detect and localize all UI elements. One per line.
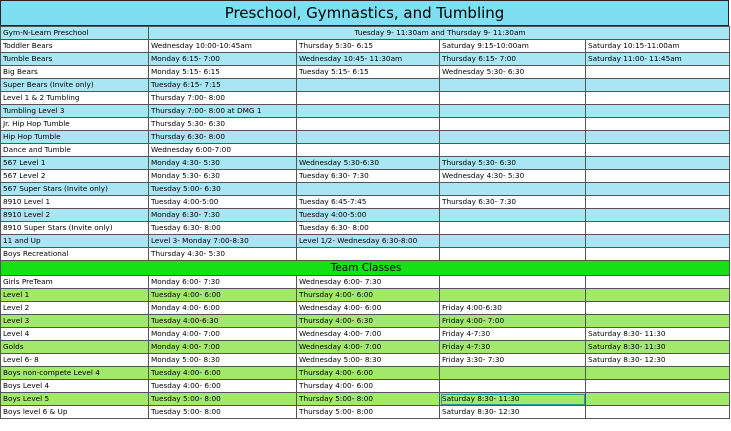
class-name-cell[interactable]: Tumble Bears (1, 53, 149, 66)
schedule-cell[interactable]: Friday 3:30- 7:30 (440, 354, 586, 367)
schedule-cell[interactable]: Wednesday 4:00- 7:00 (297, 341, 440, 354)
schedule-row (1, 248, 730, 261)
schedule-cell[interactable] (586, 222, 730, 235)
class-name-cell[interactable]: Level 1 & 2 Tumbling (1, 92, 149, 105)
schedule-cell[interactable]: Friday 4-7:30 (440, 328, 586, 341)
schedule-cell[interactable]: Tuesday 5:15- 6:15 (297, 66, 440, 79)
schedule-row (1, 27, 730, 40)
schedule-cell[interactable] (440, 248, 586, 261)
class-name-cell[interactable]: 567 Level 2 (1, 170, 149, 183)
schedule-cell[interactable] (586, 196, 730, 209)
sheet-title[interactable]: Preschool, Gymnastics, and Tumbling (0, 0, 729, 26)
schedule-cell[interactable] (586, 66, 730, 79)
schedule-cell[interactable] (586, 367, 730, 380)
schedule-row (1, 196, 730, 209)
schedule-cell[interactable] (440, 92, 586, 105)
schedule-cell[interactable] (440, 79, 586, 92)
schedule-row (1, 235, 730, 248)
schedule-cell[interactable] (586, 302, 730, 315)
schedule-cell[interactable] (586, 118, 730, 131)
schedule-row (1, 40, 730, 53)
class-name-cell[interactable]: Big Bears (1, 66, 149, 79)
schedule-cell[interactable]: Monday 6:30- 7:30 (149, 209, 297, 222)
schedule-cell[interactable]: Tuesday 4:00-5:00 (297, 209, 440, 222)
schedule-cell[interactable] (586, 248, 730, 261)
class-name-cell[interactable]: Boys Recreational (1, 248, 149, 261)
schedule-row (1, 105, 730, 118)
schedule-cell[interactable]: Thursday 4:00- 6:00 (297, 367, 440, 380)
schedule-cell[interactable]: Tuesday 4:00- 6:00 (149, 380, 297, 393)
schedule-row (1, 144, 730, 157)
schedule-cell[interactable]: Tuesday 4:00- 6:00 (149, 367, 297, 380)
schedule-cell[interactable]: Thursday 5:00- 8:00 (297, 393, 440, 406)
class-name-cell[interactable]: Hip Hop Tumble (1, 131, 149, 144)
schedule-cell[interactable] (586, 144, 730, 157)
schedule-cell[interactable]: Monday 4:00- 7:00 (149, 341, 297, 354)
schedule-cell[interactable]: Wednesday 10:00-10:45am (149, 40, 297, 53)
schedule-cell[interactable]: Thursday 4:00- 6:30 (297, 315, 440, 328)
schedule-cell[interactable]: Friday 4:00-6:30 (440, 302, 586, 315)
schedule-cell[interactable] (297, 248, 440, 261)
schedule-row (1, 131, 730, 144)
section-title[interactable]: Team Classes (1, 261, 730, 276)
class-name-cell[interactable]: Toddler Bears (1, 40, 149, 53)
schedule-cell[interactable]: Thursday 6:15- 7:00 (440, 53, 586, 66)
schedule-cell[interactable]: Monday 4:00- 7:00 (149, 328, 297, 341)
schedule-cell[interactable]: Thursday 5:00- 8:00 (297, 406, 440, 419)
schedule-cell[interactable] (586, 92, 730, 105)
schedule-row (1, 341, 730, 354)
schedule-row (1, 66, 730, 79)
schedule-cell[interactable]: Monday 4:30- 5:30 (149, 157, 297, 170)
schedule-cell[interactable] (586, 157, 730, 170)
class-name-cell[interactable]: 8910 Super Stars (Invite only) (1, 222, 149, 235)
schedule-cell[interactable] (297, 118, 440, 131)
schedule-cell[interactable]: Saturday 9:15-10:00am (440, 40, 586, 53)
schedule-cell[interactable]: Thursday 4:30- 5:30 (149, 248, 297, 261)
schedule-row (1, 328, 730, 341)
schedule-cell[interactable] (297, 144, 440, 157)
schedule-cell[interactable]: Monday 5:30- 6:30 (149, 170, 297, 183)
schedule-cell[interactable]: Monday 6:15- 7:00 (149, 53, 297, 66)
schedule-cell[interactable]: Level 1/2- Wednesday 6:30-8:00 (297, 235, 440, 248)
schedule-cell[interactable] (586, 276, 730, 289)
class-name-cell[interactable]: Gym-N-Learn Preschool (1, 27, 149, 40)
schedule-cell[interactable]: Tuesday 6:45-7:45 (297, 196, 440, 209)
schedule-cell[interactable] (440, 380, 586, 393)
schedule-row (1, 380, 730, 393)
schedule-cell[interactable]: Tuesday 5:00- 8:00 (149, 406, 297, 419)
class-name-cell[interactable]: Level 2 (1, 302, 149, 315)
schedule-cell[interactable] (440, 276, 586, 289)
class-name-cell[interactable]: Super Bears (Invite only) (1, 79, 149, 92)
schedule-cell[interactable] (440, 118, 586, 131)
schedule-cell[interactable] (297, 131, 440, 144)
schedule-cell[interactable]: Saturday 8:30- 11:30 (586, 328, 730, 341)
schedule-cell[interactable]: Tuesday 6:30- 8:00 (297, 222, 440, 235)
schedule-cell[interactable]: Wednesday 6:00- 7:30 (297, 276, 440, 289)
schedule-cell[interactable]: Saturday 8:30- 11:30 (440, 393, 586, 406)
schedule-row (1, 315, 730, 328)
schedule-cell[interactable] (586, 380, 730, 393)
schedule-row (1, 53, 730, 66)
schedule-cell[interactable]: Wednesday 6:00-7:00 (149, 144, 297, 157)
schedule-cell[interactable]: Thursday 7:00- 8:00 (149, 92, 297, 105)
schedule-cell[interactable]: Tuesday 4:00- 6:00 (149, 289, 297, 302)
schedule-cell[interactable]: Thursday 7:00- 8:00 at DMG 1 (149, 105, 297, 118)
schedule-cell[interactable]: Saturday 8:30- 12:30 (440, 406, 586, 419)
class-name-cell[interactable]: Boys Level 5 (1, 393, 149, 406)
class-name-cell[interactable]: 11 and Up (1, 235, 149, 248)
class-name-cell[interactable]: Level 3 (1, 315, 149, 328)
schedule-cell[interactable]: Wednesday 5:00- 8:30 (297, 354, 440, 367)
section-header-row (1, 261, 730, 276)
class-name-cell[interactable]: 8910 Level 2 (1, 209, 149, 222)
schedule-cell[interactable] (586, 315, 730, 328)
class-name-cell[interactable]: Level 4 (1, 328, 149, 341)
schedule-cell[interactable]: Wednesday 5:30- 6:30 (440, 66, 586, 79)
class-name-cell[interactable]: 567 Super Stars (Invite only) (1, 183, 149, 196)
schedule-cell[interactable] (586, 131, 730, 144)
schedule-cell[interactable]: Monday 5:00- 8:30 (149, 354, 297, 367)
schedule-cell[interactable]: Thursday 5:30- 6:15 (297, 40, 440, 53)
class-name-cell[interactable]: Girls PreTeam (1, 276, 149, 289)
class-name-cell[interactable]: 567 Level 1 (1, 157, 149, 170)
schedule-cell[interactable]: Wednesday 5:30-6:30 (297, 157, 440, 170)
schedule-cell[interactable] (440, 131, 586, 144)
schedule-cell[interactable]: Tuesday 4:00-5:00 (149, 196, 297, 209)
schedule-cell[interactable]: Thursday 4:00- 6:00 (297, 380, 440, 393)
schedule-row (1, 170, 730, 183)
schedule-cell[interactable]: Thursday 6:30- 8:00 (149, 131, 297, 144)
schedule-cell[interactable]: Thursday 6:30- 7:30 (440, 196, 586, 209)
schedule-row (1, 183, 730, 196)
schedule-cell[interactable]: Thursday 4:00- 6:00 (297, 289, 440, 302)
schedule-row (1, 222, 730, 235)
schedule-cell[interactable] (586, 235, 730, 248)
schedule-cell[interactable] (440, 367, 586, 380)
schedule-cell[interactable]: Thursday 5:30- 6:30 (440, 157, 586, 170)
schedule-cell[interactable]: Saturday 10:15-11:00am (586, 40, 730, 53)
schedule-cell[interactable] (586, 289, 730, 302)
schedule-row (1, 302, 730, 315)
schedule-cell[interactable]: Saturday 8:30- 11:30 (586, 341, 730, 354)
schedule-cell[interactable]: Tuesday 6:30- 8:00 (149, 222, 297, 235)
schedule-cell[interactable] (440, 105, 586, 118)
schedule-cell[interactable]: Tuesday 6:30- 7:30 (297, 170, 440, 183)
schedule-cell[interactable]: Tuesday 4:00-6:30 (149, 315, 297, 328)
schedule-cell[interactable]: Monday 6:00- 7:30 (149, 276, 297, 289)
class-name-cell[interactable]: 8910 Level 1 (1, 196, 149, 209)
schedule-cell[interactable]: Friday 4:00- 7:00 (440, 315, 586, 328)
schedule-row (1, 289, 730, 302)
class-name-cell[interactable]: Boys non-compete Level 4 (1, 367, 149, 380)
class-name-cell[interactable]: Golds (1, 341, 149, 354)
schedule-cell[interactable]: Tuesday 5:00- 8:00 (149, 393, 297, 406)
schedule-cell[interactable] (440, 144, 586, 157)
schedule-cell[interactable]: Saturday 11:00- 11:45am (586, 53, 730, 66)
schedule-cell[interactable]: Wednesday 10:45- 11:30am (297, 53, 440, 66)
schedule-cell[interactable]: Wednesday 4:00- 7:00 (297, 328, 440, 341)
class-name-cell[interactable]: Boys Level 4 (1, 380, 149, 393)
schedule-cell[interactable] (586, 105, 730, 118)
schedule-row (1, 92, 730, 105)
schedule-cell[interactable]: Tuesday 9- 11:30am and Thursday 9- 11:30am (149, 27, 730, 40)
schedule-cell[interactable] (297, 92, 440, 105)
schedule-cell[interactable]: Monday 5:15- 6:15 (149, 66, 297, 79)
schedule-cell[interactable]: Friday 4-7:30 (440, 341, 586, 354)
schedule-row (1, 118, 730, 131)
schedule-cell[interactable]: Monday 4:00- 6:00 (149, 302, 297, 315)
schedule-cell[interactable] (440, 209, 586, 222)
schedule-cell[interactable] (297, 183, 440, 196)
schedule-table (0, 26, 730, 419)
schedule-cell[interactable]: Wednesday 4:00- 6:00 (297, 302, 440, 315)
class-name-cell[interactable]: Jr. Hip Hop Tumble (1, 118, 149, 131)
schedule-cell[interactable] (440, 289, 586, 302)
schedule-cell[interactable] (586, 170, 730, 183)
schedule-row (1, 393, 730, 406)
class-name-cell[interactable]: Tumbling Level 3 (1, 105, 149, 118)
class-name-cell[interactable]: Level 6- 8 (1, 354, 149, 367)
schedule-cell[interactable]: Thursday 5:30- 6:30 (149, 118, 297, 131)
schedule-cell[interactable] (586, 406, 730, 419)
schedule-cell[interactable]: Saturday 8:30- 12:30 (586, 354, 730, 367)
schedule-cell[interactable]: Wednesday 4:30- 5:30 (440, 170, 586, 183)
schedule-row (1, 367, 730, 380)
class-name-cell[interactable]: Dance and Tumble (1, 144, 149, 157)
schedule-row (1, 209, 730, 222)
schedule-row (1, 406, 730, 419)
schedule-cell[interactable]: Level 3- Monday 7:00-8:30 (149, 235, 297, 248)
schedule-cell[interactable] (297, 79, 440, 92)
schedule-cell[interactable] (586, 183, 730, 196)
schedule-cell[interactable] (586, 209, 730, 222)
schedule-row (1, 157, 730, 170)
schedule-cell[interactable]: Tuesday 6:15- 7:15 (149, 79, 297, 92)
schedule-cell[interactable] (586, 393, 730, 406)
schedule-cell[interactable] (586, 79, 730, 92)
schedule-row (1, 276, 730, 289)
schedule-row (1, 354, 730, 367)
schedule-cell[interactable] (297, 105, 440, 118)
class-name-cell[interactable]: Level 1 (1, 289, 149, 302)
schedule-cell[interactable] (440, 183, 586, 196)
schedule-row (1, 79, 730, 92)
schedule-cell[interactable] (440, 235, 586, 248)
class-name-cell[interactable]: Boys level 6 & Up (1, 406, 149, 419)
schedule-cell[interactable]: Tuesday 5:00- 6:30 (149, 183, 297, 196)
schedule-cell[interactable] (440, 222, 586, 235)
